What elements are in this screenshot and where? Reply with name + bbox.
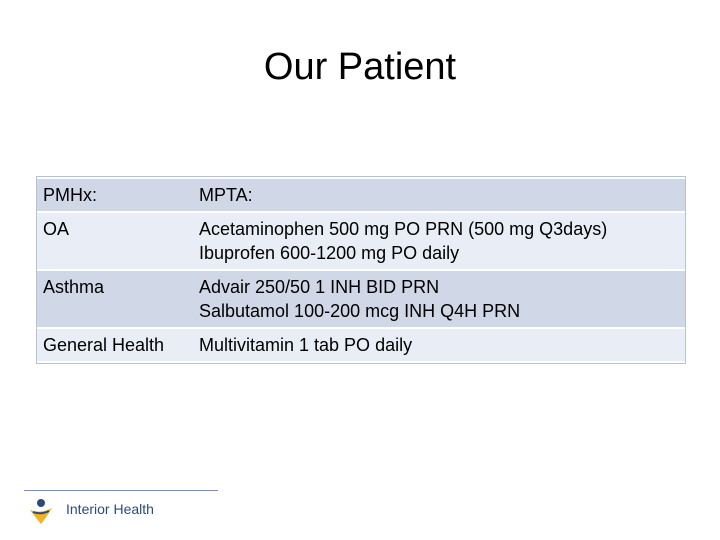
patient-table (37, 177, 685, 363)
medication-cell (193, 328, 685, 362)
medication-line: Multivitamin 1 tab PO daily (199, 335, 413, 355)
medication-cell (193, 212, 685, 270)
interior-health-logo-icon (28, 498, 54, 526)
medication-line: Acetaminophen 500 mg PO PRN (500 mg Q3days) (199, 219, 608, 239)
table-row (37, 270, 685, 328)
medication-line: Salbutamol 100-200 mcg INH Q4H PRN (199, 301, 521, 321)
table-row (37, 212, 685, 270)
logo-text: Interior Health (66, 501, 154, 517)
logo-divider (24, 490, 218, 491)
table-header-row (37, 178, 685, 212)
medication-cell (193, 270, 685, 328)
medication-line: Ibuprofen 600-1200 mg PO daily (199, 243, 460, 263)
mpta-header: MPTA: (193, 178, 685, 212)
table-row (37, 328, 685, 362)
condition-cell: OA (37, 212, 193, 270)
condition-cell: General Health (37, 328, 193, 362)
pmhx-header: PMHx: (37, 178, 193, 212)
condition-cell: Asthma (37, 270, 193, 328)
interior-health-logo (24, 490, 218, 530)
slide-title: Our Patient (263, 46, 457, 88)
medication-line: Advair 250/50 1 INH BID PRN (199, 277, 440, 297)
